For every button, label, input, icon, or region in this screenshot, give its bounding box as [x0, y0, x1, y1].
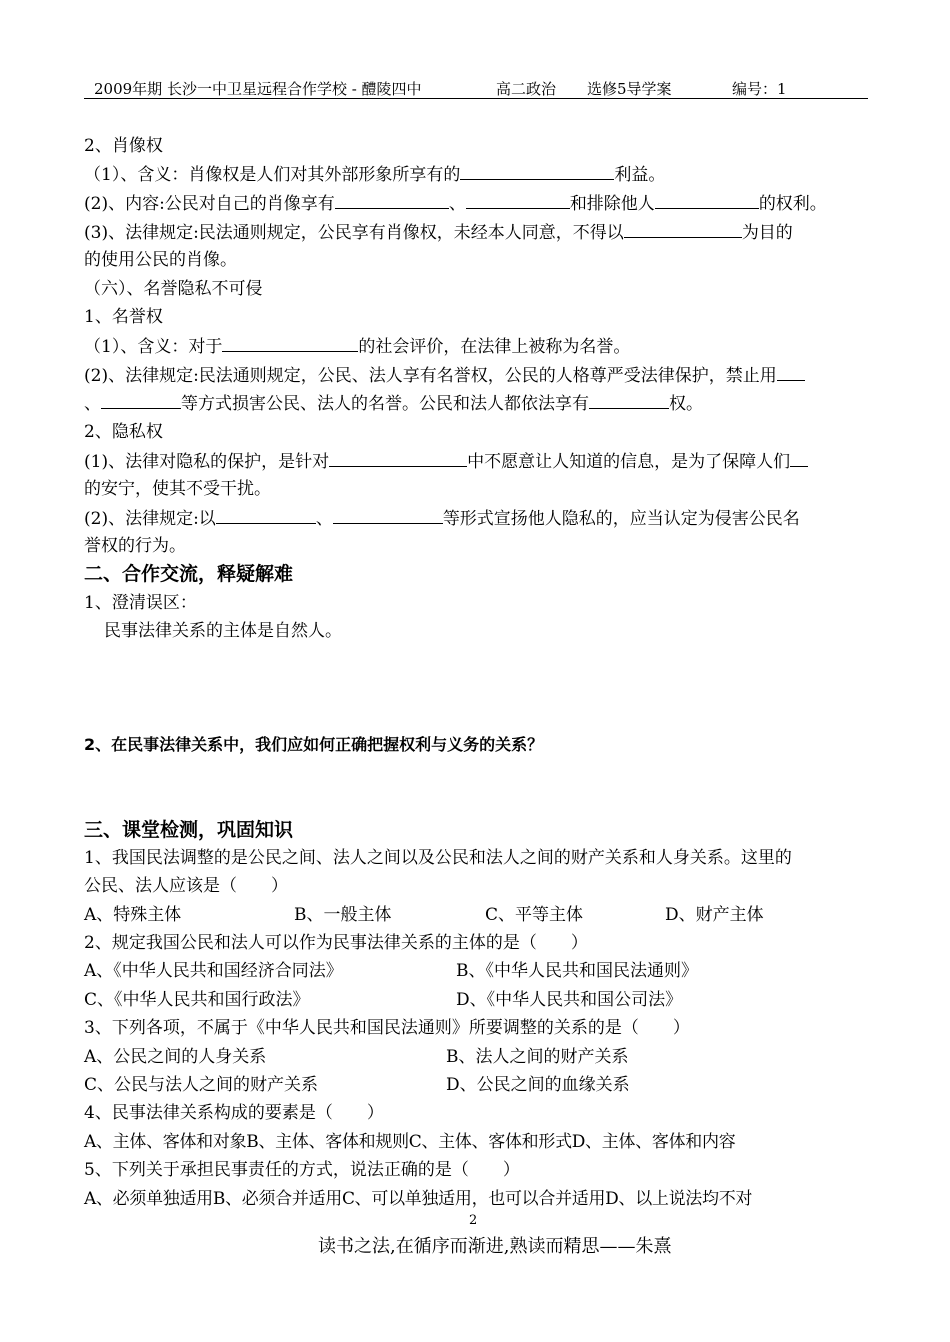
q1-option-a: A、特殊主体 [84, 905, 182, 925]
part2-heading: 二、合作交流，释疑解难 [84, 563, 294, 585]
header-subject: 高二政治 [496, 80, 557, 98]
header-school: 2009年期 长沙一中卫星远程合作学校 - 醴陵四中 [94, 80, 422, 98]
header-module: 选修5导学案 [587, 80, 672, 98]
q2-option-a: A、《中华人民共和国经济合同法》 [84, 961, 343, 981]
text-segment: 、 [84, 394, 101, 414]
page-header [84, 76, 868, 99]
q4-text: 4、民事法律关系构成的要素是（ ） [84, 1103, 384, 1123]
q1-option-c: C、平等主体 [485, 905, 584, 925]
q3-option-d: D、公民之间的血缘关系 [446, 1075, 630, 1095]
q1-line2: 公民、法人应该是（ ） [84, 876, 288, 896]
reputation-meaning [84, 335, 630, 358]
fill-blank [655, 192, 759, 209]
text-segment: (2)、内容:公民对自己的肖像享有 [84, 194, 335, 214]
portrait-content [84, 192, 827, 215]
q1-line1: 1、我国民法调整的是公民之间、法人之间以及公民和法人之间的财产关系和人身关系。这里的 [84, 848, 792, 868]
footer-quote: 读书之法,在循序而渐进,熟读而精思——朱熹 [318, 1236, 672, 1257]
reputation-law-cont [84, 392, 703, 415]
portrait-title: 2、肖像权 [84, 136, 163, 156]
fill-blank [466, 192, 570, 209]
fill-blank [101, 392, 181, 409]
text-segment: 中不愿意让人知道的信息，是为了保障人们 [467, 452, 791, 472]
q3-option-c: C、公民与法人之间的财产关系 [84, 1075, 319, 1095]
text-segment: 等形式宣扬他人隐私的，应当认定为侵害公民名 [442, 509, 800, 529]
fill-blank [790, 450, 808, 467]
part3-heading: 三、课堂检测，巩固知识 [84, 819, 294, 841]
fill-blank [589, 392, 669, 409]
text-segment: (2)、法律规定:民法通则规定，公民、法人享有名誉权，公民的人格尊严受法律保护，禁止用 [84, 366, 777, 386]
text-segment: 权。 [669, 394, 703, 414]
portrait-law [84, 221, 793, 244]
fill-blank [777, 364, 805, 381]
header-number: 编号：1 [732, 80, 787, 98]
q2-option-d: D、《中华人民共和国公司法》 [456, 990, 683, 1010]
text-segment: 、 [315, 509, 333, 529]
fill-blank [222, 335, 358, 352]
text-segment: 、 [448, 194, 466, 214]
q5-options: A、必须单独适用B、必须合并适用C、可以单独适用，也可以合并适用D、以上说法均不对 [84, 1189, 753, 1209]
text-segment: (1)、法律对隐私的保护，是针对 [84, 452, 330, 472]
reputation-title: 1、名誉权 [84, 307, 163, 327]
q2-option-b: B、《中华人民共和国民法通则》 [456, 961, 698, 981]
portrait-meaning [84, 163, 665, 186]
q3-text: 3、下列各项，不属于《中华人民共和国民法通则》所要调整的关系的是（ ） [84, 1018, 690, 1038]
part2-q1-text: 民事法律关系的主体是自然人。 [104, 621, 342, 641]
text-segment: 的权利。 [758, 194, 827, 214]
privacy-protection-cont: 的安宁，使其不受干扰。 [84, 479, 271, 499]
fill-blank [335, 192, 449, 209]
reputation-law [84, 364, 805, 387]
text-segment: (3)、法律规定:民法通则规定，公民享有肖像权，未经本人同意，不得以 [84, 223, 624, 243]
privacy-title: 2、隐私权 [84, 422, 163, 442]
section-six-title: （六）、名誉隐私不可侵 [84, 279, 263, 299]
text-segment: （1）、含义：肖像权是人们对其外部形象所享有的 [84, 165, 461, 185]
part2-q2: 2、在民事法律关系中，我们应如何正确把握权利与义务的关系？ [84, 735, 544, 754]
q1-option-b: B、一般主体 [294, 905, 392, 925]
page-number: 2 [469, 1213, 478, 1228]
text-segment: （1）、含义：对于 [84, 337, 223, 357]
q5-text: 5、下列关于承担民事责任的方式，说法正确的是（ ） [84, 1160, 520, 1180]
text-segment: 利益。 [614, 165, 666, 185]
q2-option-c: C、《中华人民共和国行政法》 [84, 990, 310, 1010]
q3-option-b: B、法人之间的财产关系 [446, 1047, 629, 1067]
part2-q1-title: 1、澄清误区： [84, 593, 197, 613]
fill-blank [333, 507, 443, 524]
privacy-law [84, 507, 800, 530]
portrait-law-cont: 的使用公民的肖像。 [84, 250, 237, 270]
fill-blank [216, 507, 316, 524]
fill-blank [460, 163, 614, 180]
q4-options: A、主体、客体和对象B、主体、客体和规则C、主体、客体和形式D、主体、客体和内容 [84, 1132, 736, 1152]
privacy-protection [84, 450, 808, 473]
q2-text: 2、规定我国公民和法人可以作为民事法律关系的主体的是（ ） [84, 933, 588, 953]
text-segment: (2)、法律规定:以 [84, 509, 216, 529]
text-segment: 的社会评价，在法律上被称为名誉。 [358, 337, 631, 357]
q3-option-a: A、公民之间的人身关系 [84, 1047, 267, 1067]
q1-option-d: D、财产主体 [665, 905, 764, 925]
privacy-law-cont: 誉权的行为。 [84, 536, 186, 556]
text-segment: 为目的 [741, 223, 793, 243]
text-segment: 等方式损害公民、法人的名誉。公民和法人都依法享有 [181, 394, 589, 414]
fill-blank [624, 221, 742, 238]
fill-blank [329, 450, 467, 467]
text-segment: 和排除他人 [569, 194, 655, 214]
